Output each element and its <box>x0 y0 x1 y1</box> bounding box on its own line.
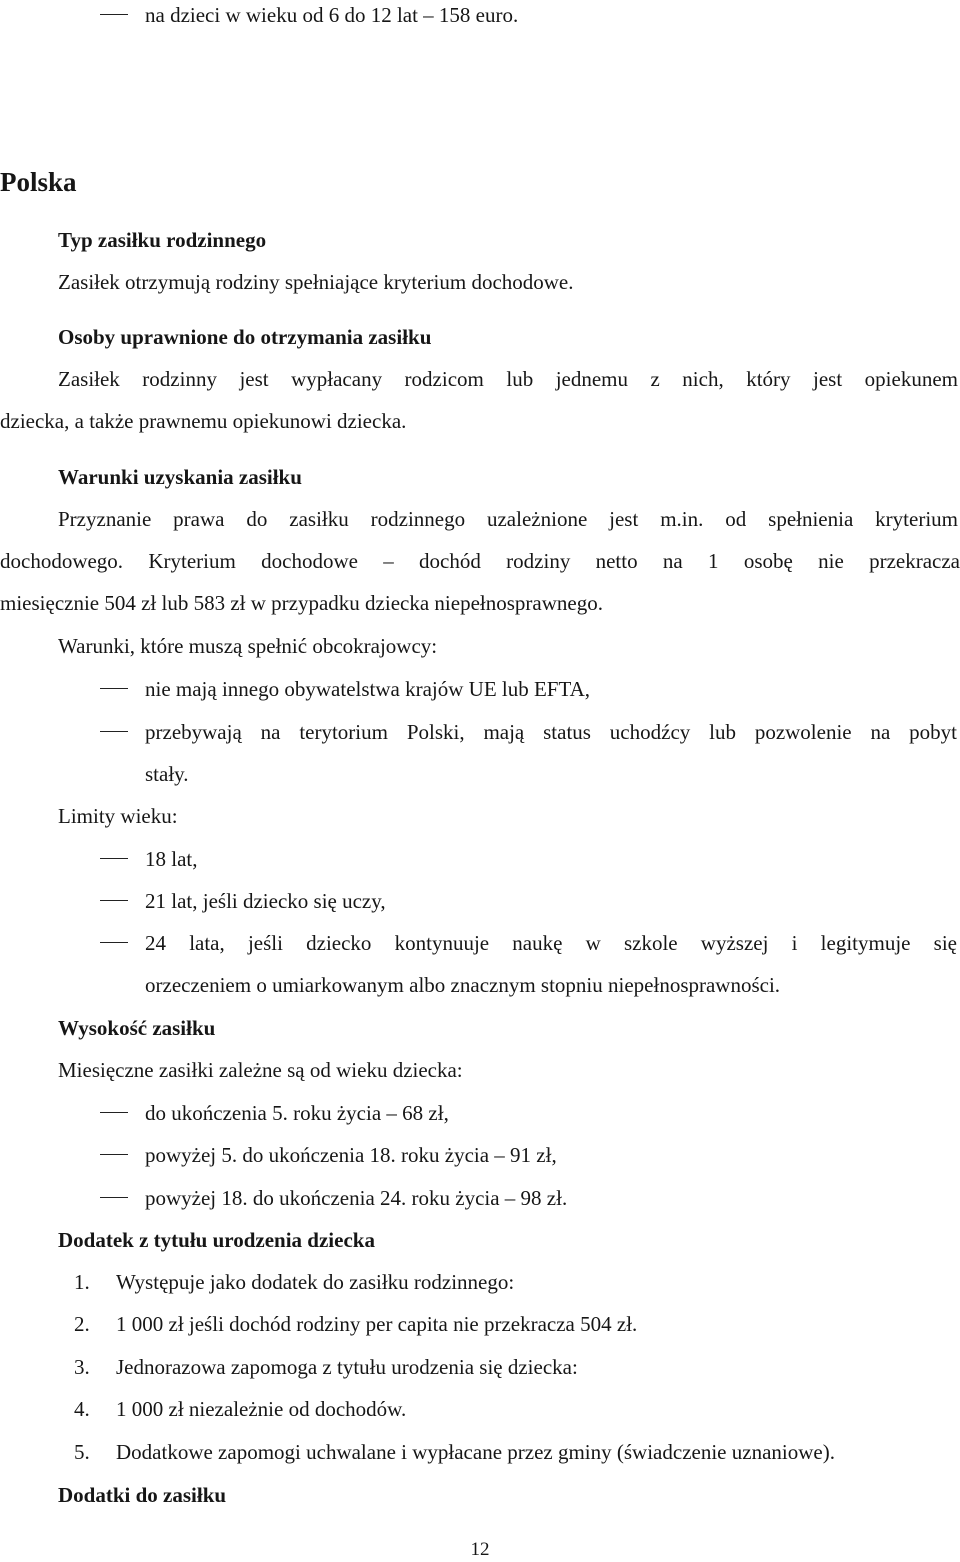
limity-intro: Limity wieku: <box>58 804 178 828</box>
ordered-list-text: Jednorazowa zapomoga z tytułu urodzenia się dziecka: <box>116 1355 578 1379</box>
list-item-text: przebywają na terytorium Polski, mają status uchodźcy lub pozwolenie na pobyt <box>145 720 957 744</box>
paragraph-osoby-line2: dziecka, a także prawnemu opiekunowi dziecka. <box>0 409 407 433</box>
list-item-text: do ukończenia 5. roku życia – 68 zł, <box>145 1101 449 1125</box>
paragraph-warunki-line1: Przyznanie prawa do zasiłku rodzinnego uzależnione jest m.in. od spełnienia kryterium <box>58 507 958 531</box>
list-item-text: 21 lat, jeśli dziecko się uczy, <box>145 889 386 913</box>
list-item-text: powyżej 18. do ukończenia 24. roku życia – 98 zł. <box>145 1186 568 1210</box>
list-dash <box>100 1197 128 1198</box>
section-title: Polska <box>0 167 77 197</box>
page-number: 12 <box>470 1539 490 1560</box>
list-item-text: 18 lat, <box>145 847 198 871</box>
list-dash <box>100 1154 128 1155</box>
subheading-typ: Typ zasiłku rodzinnego <box>58 228 267 252</box>
subheading-dodatek: Dodatek z tytułu urodzenia dziecka <box>58 1228 375 1252</box>
paragraph-warunki-line3: miesięcznie 504 zł lub 583 zł w przypadku dziecka niepełnosprawnego. <box>0 591 603 615</box>
list-dash <box>100 858 128 859</box>
subheading-wysokosc: Wysokość zasiłku <box>58 1016 216 1040</box>
ordered-list-text: Występuje jako dodatek do zasiłku rodzinnego: <box>116 1270 515 1294</box>
ordered-list-text: 1 000 zł jeśli dochód rodziny per capita nie przekracza 504 zł. <box>116 1312 638 1336</box>
list-item-text: powyżej 5. do ukończenia 18. roku życia – 91 zł, <box>145 1143 557 1167</box>
list-dash <box>100 942 128 943</box>
ordered-list-number: 1. <box>74 1270 90 1294</box>
paragraph-osoby-line1: Zasiłek rodzinny jest wypłacany rodzicom lub jednemu z nich, który jest opiekunem <box>58 367 958 391</box>
list-item-text: nie mają innego obywatelstwa krajów UE lub EFTA, <box>145 677 591 701</box>
subheading-warunki: Warunki uzyskania zasiłku <box>58 465 302 489</box>
list-dash <box>100 900 128 901</box>
subheading-dodatki: Dodatki do zasiłku <box>58 1483 227 1507</box>
ordered-list-number: 4. <box>74 1397 90 1421</box>
paragraph-warunki-line2: dochodowego. Kryterium dochodowe – dochód rodziny netto na 1 osobę nie przekracza <box>0 549 960 573</box>
list-dash <box>100 688 128 689</box>
paragraph-typ: Zasiłek otrzymują rodziny spełniające kryterium dochodowe. <box>58 270 574 294</box>
list-dash <box>100 1112 128 1113</box>
ordered-list-text: 1 000 zł niezależnie od dochodów. <box>116 1397 407 1421</box>
list-item-text-continued: stały. <box>145 762 189 786</box>
ordered-list-number: 3. <box>74 1355 90 1379</box>
obcokrajowcy-intro: Warunki, które muszą spełnić obcokrajowcy: <box>58 634 438 658</box>
wysokosc-intro: Miesięczne zasiłki zależne są od wieku dziecka: <box>58 1058 463 1082</box>
list-item-text: 24 lata, jeśli dziecko kontynuuje naukę w szkole wyższej i legitymuje się <box>145 931 957 955</box>
ordered-list-number: 2. <box>74 1312 90 1336</box>
ordered-list-number: 5. <box>74 1440 90 1464</box>
subheading-osoby: Osoby uprawnione do otrzymania zasiłku <box>58 325 432 349</box>
ordered-list-text: Dodatkowe zapomogi uchwalane i wypłacane przez gminy (świadczenie uznaniowe). <box>116 1440 835 1464</box>
list-item-text: na dzieci w wieku od 6 do 12 lat – 158 euro. <box>145 3 519 27</box>
list-dash <box>100 731 128 732</box>
list-dash <box>100 14 128 15</box>
list-item-text-continued: orzeczeniem o umiarkowanym albo znacznym stopniu niepełnosprawności. <box>145 973 781 997</box>
